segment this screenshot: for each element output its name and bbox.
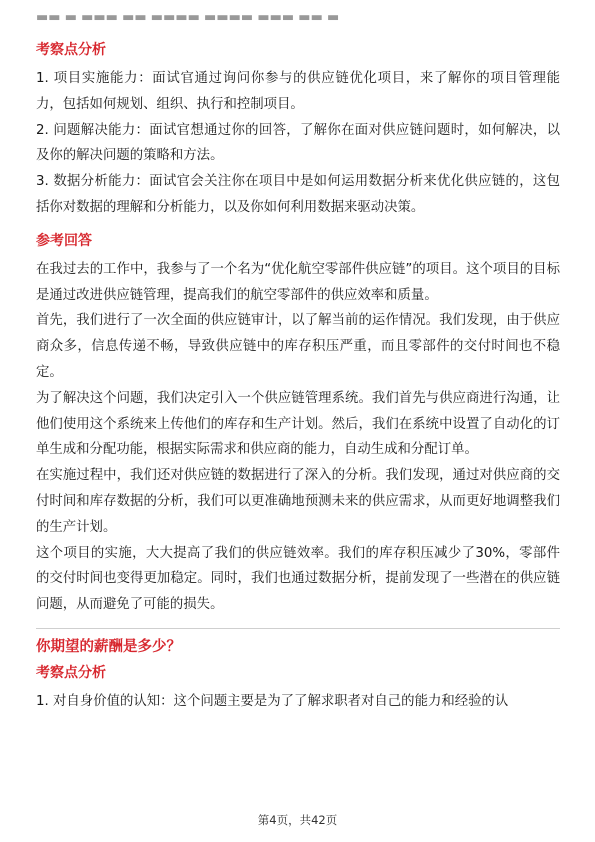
reference-answer-section [36,231,560,618]
analysis-item: 1. 对自身价值的认知：这个问题主要是为了了解求职者对自己的能力和经验的认 [36,693,509,709]
answer-paragraph: 在我过去的工作中，我参与了一个名为“优化航空零部件供应链”的项目。这个项目的目标是通过改进供应链管理，提高我们的航空零部件的供应效率和质量。 [36,261,560,303]
answer-paragraph: 这个项目的实施，大大提高了我们的供应链效率。我们的库存积压减少了30%，零部件的交付时间也变得更加稳定。同时，我们也通过数据分析，提前发现了一些潜在的供应链问题，从而避免了可能的损失。 [36,545,560,613]
analysis-section-1 [36,40,560,221]
question-section-2 [36,637,560,715]
cut-off-previous-text-line: ▬▬ ▬ ▬▬▬ ▬▬ ▬▬▬▬ ▬▬▬▬ ▬▬▬ ▬▬ ▬ [36,14,340,22]
answer-paragraph: 首先，我们进行了一次全面的供应链审计，以了解当前的运作情况。我们发现，由于供应商众多，信息传递不畅，导致供应链中的库存积压严重，而且零部件的交付时间也不稳定。 [36,313,560,380]
analysis-item: 1. 项目实施能力：面试官通过询问你参与的供应链优化项目，来了解你的项目管理能力，包括如何规划、组织、执行和控制项目。 [36,71,560,112]
section-divider [36,628,560,629]
reference-heading: 参考回答 [36,232,92,249]
answer-paragraph: 为了解决这个问题，我们决定引入一个供应链管理系统。我们首先与供应商进行沟通，让他们使用这个系统来上传他们的库存和生产计划。然后，我们在系统中设置了自动化的订单生成和分配功能，根据实际需求和供应商的能力，自动生成和分配订单。 [36,390,560,458]
page-content [36,40,560,725]
analysis-heading: 考察点分析 [36,664,106,681]
analysis-item: 3. 数据分析能力：面试官会关注你在项目中是如何运用数据分析来优化供应链的，这包括你对数据的理解和分析能力，以及你如何利用数据来驱动决策。 [36,174,560,215]
page-number: 第4页，共42页 [257,813,338,827]
analysis-heading: 考察点分析 [36,42,106,58]
answer-paragraph: 在实施过程中，我们还对供应链的数据进行了深入的分析。我们发现，通过对供应商的交付时间和库存数据的分析，我们可以更准确地预测未来的供应需求，从而更好地调整我们的生产计划。 [36,468,560,535]
analysis-item: 2. 问题解决能力：面试官想通过你的回答，了解你在面对供应链问题时，如何解决，以及你的解决问题的策略和方法。 [36,122,560,164]
question-title: 你期望的薪酬是多少？ [36,638,181,655]
